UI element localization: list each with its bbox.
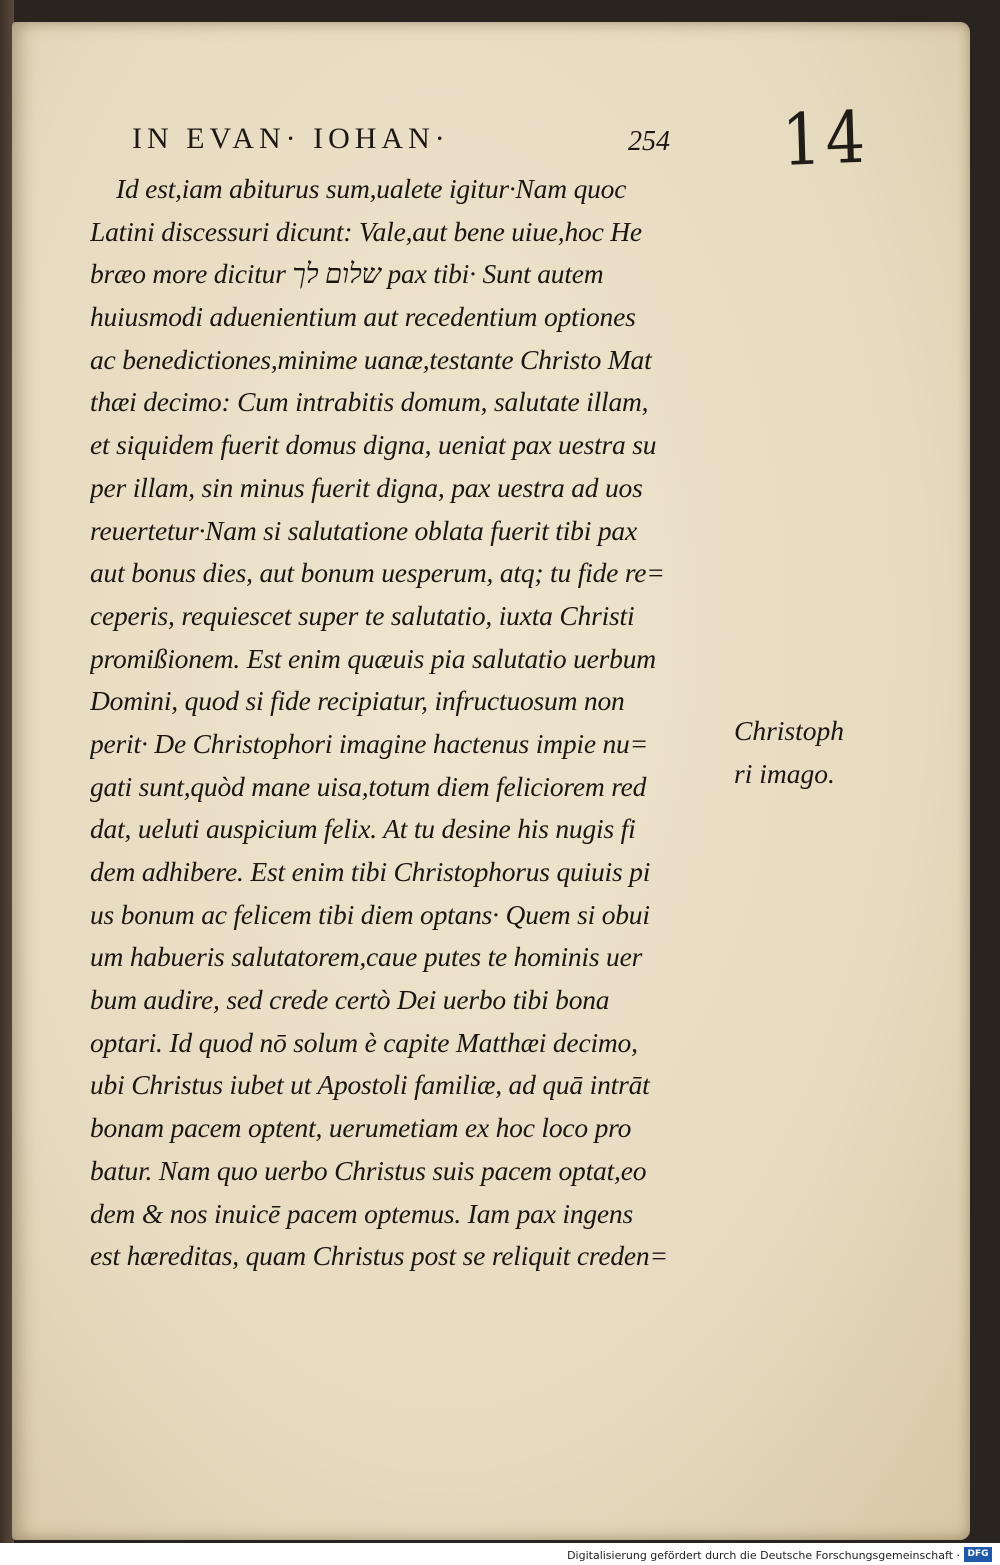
text-line: aut bonus dies, aut bonum uesperum, atq; tu fide re= bbox=[90, 557, 665, 589]
text-line: perit· De Christophori imagine hactenus impie nu= bbox=[90, 727, 648, 759]
text-line: bum audire, sed crede certò Dei uerbo tibi bona bbox=[90, 984, 610, 1016]
text-line: dem adhibere. Est enim tibi Christophorus quiuis pi bbox=[90, 856, 651, 887]
text-line: Latini discessuri dicunt: Vale,aut bene uiue,hoc He bbox=[90, 215, 642, 247]
text-line: et siquidem fuerit domus digna, ueniat pax uestra su bbox=[90, 429, 657, 461]
funding-credit: Digitalisierung gefördert durch die Deutsche Forschungsgemeinschaft · bbox=[567, 1549, 960, 1562]
running-head: IN EVAN· IOHAN· bbox=[132, 122, 450, 155]
body-text bbox=[90, 168, 730, 1278]
text-line: per illam, sin minus fuerit digna, pax uestra ad uos bbox=[90, 471, 643, 503]
text-line: est hæreditas, quam Christus post se reliquit creden= bbox=[90, 1240, 668, 1272]
text-line: huiusmodi aduenientium aut recedentium optiones bbox=[90, 301, 636, 333]
text-line: promißionem. Est enim quæuis pia salutatio uerbum bbox=[90, 642, 656, 674]
marginal-note-line: ri imago. bbox=[734, 757, 835, 789]
text-line: gati sunt,quòd mane uisa,totum diem feliciorem red bbox=[90, 770, 647, 802]
page-number: 254 bbox=[628, 126, 670, 157]
text-line: ubi Christus iubet ut Apostoli familiæ, ad quā intrāt bbox=[90, 1069, 650, 1101]
text-line: ac benedictiones,minime uanæ,testante Christo Mat bbox=[90, 343, 652, 375]
text-line: reuertetur·Nam si salutatione oblata fuerit tibi pax bbox=[90, 514, 637, 546]
marginal-note-line: Christoph bbox=[734, 715, 845, 746]
text-line: bræo more dicitur שלום לך pax tibi· Sunt autem bbox=[90, 258, 604, 290]
text-line: um habueris salutatorem,caue putes te hominis uer bbox=[90, 941, 643, 973]
handwritten-folio-number: 14 bbox=[780, 94, 871, 183]
text-line: dem & nos inuicē pacem optemus. Iam pax ingens bbox=[90, 1197, 633, 1229]
dfg-logo: DFG bbox=[964, 1547, 992, 1562]
text-line: Id est,iam abiturus sum,ualete igitur·Nam quoc bbox=[116, 173, 627, 204]
footer-bar bbox=[0, 1543, 1000, 1565]
text-line: batur. Nam quo uerbo Christus suis pacem optat,eo bbox=[90, 1154, 647, 1186]
marginal-note bbox=[734, 710, 844, 795]
text-line: ceperis, requiescet super te salutatio, iuxta Christi bbox=[90, 599, 635, 631]
text-line: optari. Id quod nō solum è capite Matthæi decimo, bbox=[90, 1026, 638, 1058]
text-line: us bonum ac felicem tibi diem optans· Quem si obui bbox=[90, 898, 650, 930]
text-line: thæi decimo: Cum intrabitis domum, salutate illam, bbox=[90, 386, 649, 418]
text-line: dat, ueluti auspicium felix. At tu desine his nugis fi bbox=[90, 813, 636, 845]
text-line: Domini, quod si fide recipiatur, infructuosum non bbox=[90, 685, 625, 717]
text-line: bonam pacem optent, uerumetiam ex hoc loco pro bbox=[90, 1112, 632, 1144]
